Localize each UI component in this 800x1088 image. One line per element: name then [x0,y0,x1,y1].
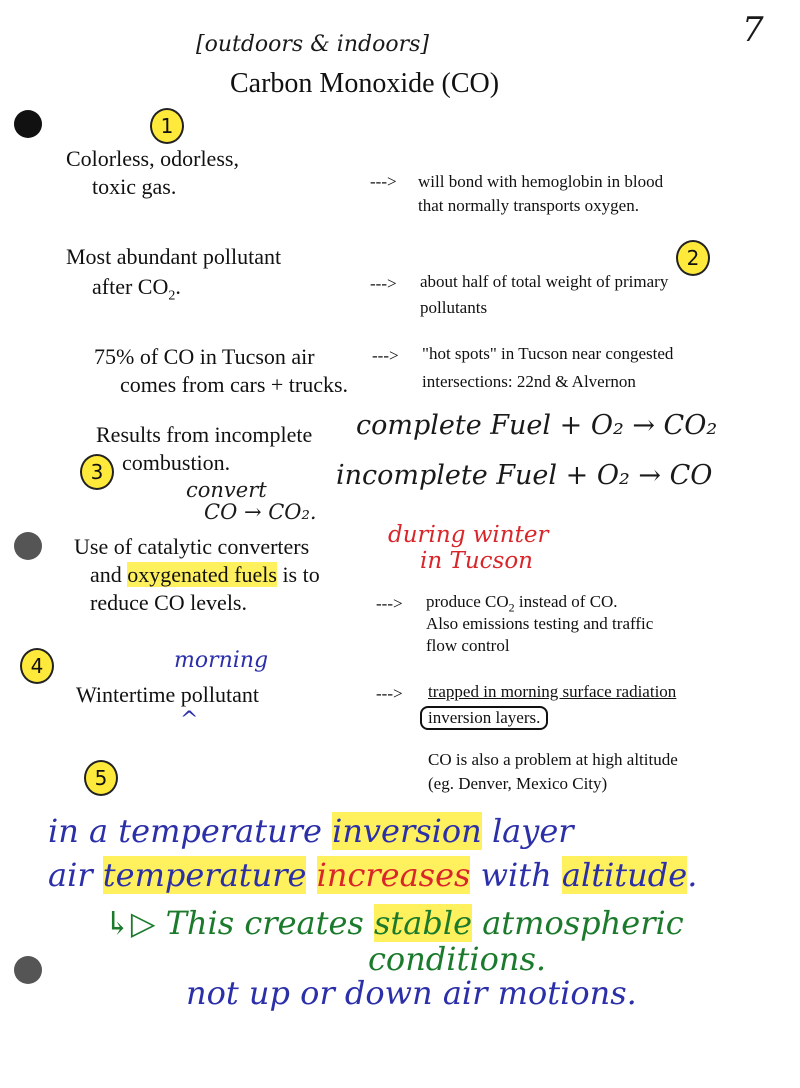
r3-right-line1: "hot spots" in Tucson near congested [422,344,674,363]
section-marker-3: 3 [80,454,114,490]
r3-left-line2: comes from cars + trucks. [120,372,349,397]
r3-arrow: ---> [372,346,399,365]
r6-right-line2: inversion layers. [420,706,548,730]
incomplete-combustion-equation: incomplete Fuel + O₂ → CO [336,460,713,491]
air-motion-note: not up or down air motions. [186,974,637,1012]
r6-left: Wintertime pollutant [76,682,260,707]
section-marker-1: 1 [150,108,184,144]
r1-left-line1: Colorless, odorless, [66,146,239,171]
r1-right-line2: that normally transports oxygen. [418,196,639,215]
stable-note-line2: conditions. [368,940,547,978]
binder-hole-top [14,110,42,138]
r1-right-line1: will bond with hemoglobin in blood [418,172,664,191]
section-marker-5: 5 [84,760,118,796]
r2-right-line1: about half of total weight of primary [420,272,669,291]
r4-left-line1: Results from incomplete [96,422,313,447]
morning-note: morning [174,648,269,673]
r5-arrow: ---> [376,594,403,613]
header-handwritten-note: [outdoors & indoors] [196,32,429,57]
page-title: Carbon Monoxide (CO) [230,68,500,99]
binder-hole-middle [14,532,42,560]
inversion-note-line1: in a temperature inversion layer [48,812,574,850]
r7-line1: CO is also a problem at high altitude [428,750,678,769]
binder-hole-bottom [14,956,42,984]
during-winter-line2: in Tucson [420,548,533,574]
r5-left-line1: Use of catalytic converters [74,534,310,559]
r2-left-line1: Most abundant pollutant [66,244,282,269]
r6-arrow: ---> [376,684,403,703]
complete-combustion-equation: complete Fuel + O₂ → CO₂ [356,410,718,441]
r5-right-line3: flow control [426,636,510,655]
r7-line2: (eg. Denver, Mexico City) [428,774,608,793]
r5-right-line2: Also emissions testing and traffic [426,614,654,633]
r5-left-line2: and oxygenated fuels is to [90,562,320,587]
r6-right-line1: trapped in morning surface radiation [428,682,677,701]
r2-arrow: ---> [370,274,397,293]
during-winter-line1: during winter [388,522,549,548]
page-number: 7 [742,10,764,50]
r4-left-line2: combustion. [122,450,231,475]
r5-right-line1: produce $CO_2$ instead of CO. [426,592,618,615]
convert-word: convert [186,478,267,502]
r1-arrow: ---> [370,172,397,191]
r1-left-line2: toxic gas. [92,174,177,199]
stable-note-line1: ↳▷ This creates stable atmospheric [104,904,684,942]
r2-right-line2: pollutants [420,298,488,317]
r3-right-line2: intersections: 22nd & Alvernon [422,372,636,391]
section-marker-2: 2 [676,240,710,276]
morning-caret: ^ [180,708,199,733]
convert-equation: CO → CO₂. [204,500,317,524]
r3-left-line1: 75% of CO in Tucson air [94,344,315,369]
section-marker-4: 4 [20,648,54,684]
inversion-note-line2: air temperature increases with altitude. [48,856,698,894]
r2-left-line2: after $CO_2$. [92,274,181,304]
r5-left-line3: reduce CO levels. [90,590,247,615]
